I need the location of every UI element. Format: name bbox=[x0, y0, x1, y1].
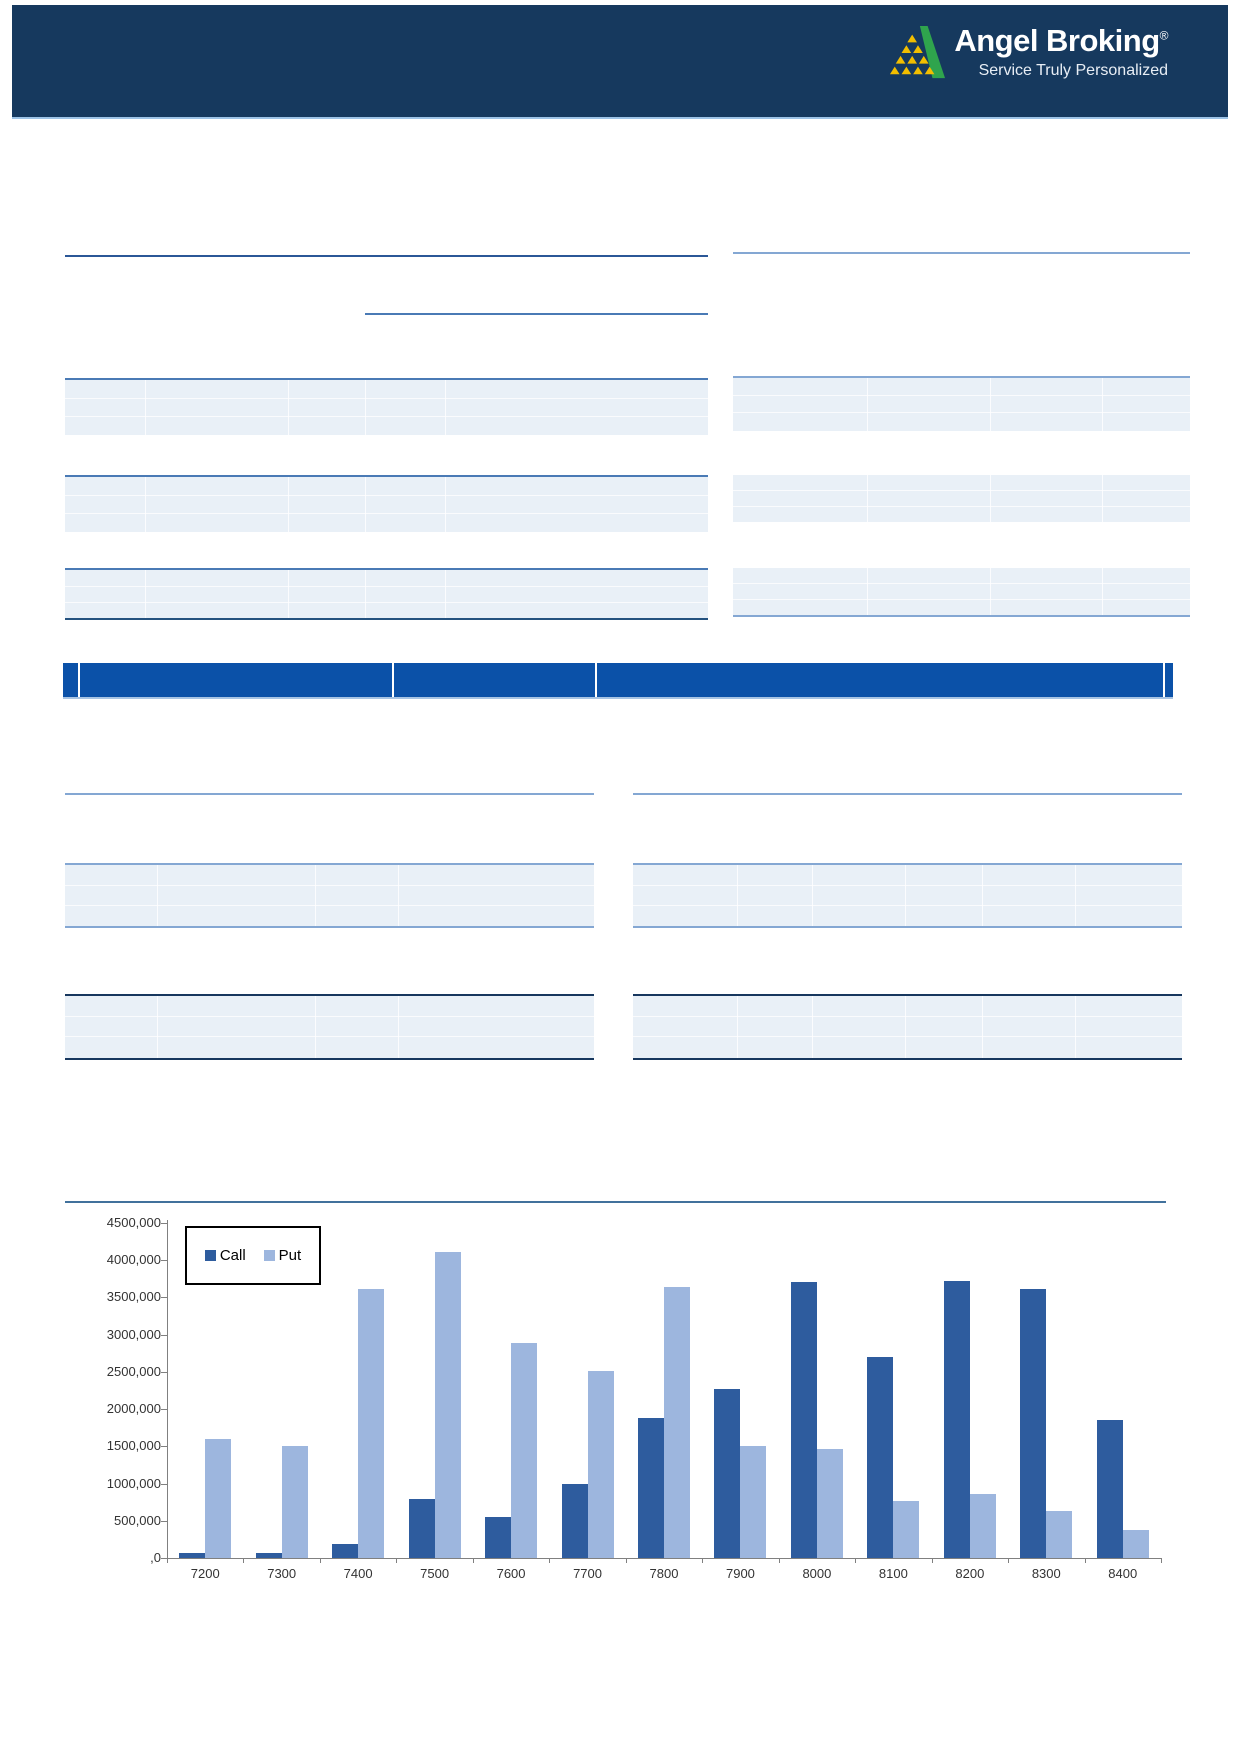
legend-item-call bbox=[205, 1247, 246, 1264]
bar-put-8200 bbox=[970, 1494, 996, 1558]
bar-put-8400 bbox=[1123, 1530, 1149, 1558]
x-tick bbox=[702, 1558, 703, 1563]
bar-put-7300 bbox=[282, 1446, 308, 1558]
top-right-band-3 bbox=[733, 568, 1190, 617]
y-tick bbox=[161, 1335, 167, 1336]
bar-put-7800 bbox=[664, 1287, 690, 1558]
x-tick-label: 8000 bbox=[802, 1566, 832, 1581]
y-tick-label: 4000,000 bbox=[106, 1252, 161, 1268]
banner-divider bbox=[78, 663, 80, 697]
bar-call-7200 bbox=[179, 1553, 205, 1558]
x-tick bbox=[549, 1558, 550, 1563]
chart-legend bbox=[185, 1226, 321, 1285]
x-tick-label: 7200 bbox=[190, 1566, 220, 1581]
y-tick bbox=[161, 1260, 167, 1261]
y-tick-label: 1500,000 bbox=[106, 1438, 161, 1454]
legend-swatch-put-icon bbox=[264, 1250, 275, 1261]
y-tick bbox=[161, 1372, 167, 1373]
bar-call-7400 bbox=[332, 1544, 358, 1558]
chart-section-rule bbox=[65, 1201, 1166, 1203]
legend-swatch-call-icon bbox=[205, 1250, 216, 1261]
bar-put-7600 bbox=[511, 1343, 537, 1558]
chart-x-axis bbox=[167, 1558, 1161, 1559]
x-tick-label: 7500 bbox=[420, 1566, 450, 1581]
legend-label-put: Put bbox=[278, 1247, 302, 1264]
section-banner bbox=[63, 663, 1173, 699]
legend-item-put bbox=[264, 1247, 302, 1264]
y-tick bbox=[161, 1521, 167, 1522]
x-tick-label: 7300 bbox=[267, 1566, 297, 1581]
x-tick bbox=[396, 1558, 397, 1563]
x-tick-label: 8100 bbox=[878, 1566, 908, 1581]
bar-call-8100 bbox=[867, 1357, 893, 1558]
x-tick bbox=[473, 1558, 474, 1563]
x-tick-label: 7800 bbox=[649, 1566, 679, 1581]
bar-call-8400 bbox=[1097, 1420, 1123, 1558]
x-tick bbox=[855, 1558, 856, 1563]
x-tick bbox=[932, 1558, 933, 1563]
brand-name: Angel Broking® bbox=[954, 23, 1168, 58]
top-left-subrule bbox=[365, 313, 708, 315]
brand-tagline: Service Truly Personalized bbox=[978, 61, 1168, 79]
y-tick-label: ,0 bbox=[150, 1550, 161, 1565]
banner-divider bbox=[595, 663, 597, 697]
y-tick-label: 500,000 bbox=[114, 1512, 161, 1528]
y-tick-label: 2500,000 bbox=[106, 1363, 161, 1379]
chart-y-axis bbox=[167, 1220, 168, 1559]
bar-put-7900 bbox=[740, 1446, 766, 1558]
x-tick bbox=[1008, 1558, 1009, 1563]
bar-call-7700 bbox=[562, 1484, 588, 1558]
bar-put-7200 bbox=[205, 1439, 231, 1558]
mid-left-table-2 bbox=[65, 994, 594, 1060]
banner-divider bbox=[1163, 663, 1165, 697]
bar-put-8300 bbox=[1046, 1511, 1072, 1558]
y-tick-label: 3500,000 bbox=[106, 1289, 161, 1305]
top-left-rule bbox=[65, 255, 708, 257]
bar-call-8300 bbox=[1020, 1289, 1046, 1558]
x-tick-label: 7700 bbox=[573, 1566, 602, 1581]
registered-mark: ® bbox=[1159, 28, 1168, 43]
bar-put-8100 bbox=[893, 1501, 919, 1558]
x-tick-label: 8400 bbox=[1108, 1566, 1138, 1581]
legend-label-call: Call bbox=[219, 1247, 246, 1264]
bar-call-8000 bbox=[791, 1282, 817, 1558]
x-tick bbox=[243, 1558, 244, 1563]
top-right-rule bbox=[733, 252, 1190, 254]
bar-call-7500 bbox=[409, 1499, 435, 1558]
bar-call-7600 bbox=[485, 1517, 511, 1558]
bar-call-8200 bbox=[944, 1281, 970, 1558]
x-tick-label: 8200 bbox=[955, 1566, 985, 1581]
x-tick bbox=[779, 1558, 780, 1563]
header-bar bbox=[12, 5, 1228, 119]
mid-right-rule bbox=[633, 793, 1182, 795]
top-right-band-2 bbox=[733, 475, 1190, 522]
x-tick-label: 7600 bbox=[496, 1566, 526, 1581]
mid-right-table-2 bbox=[633, 994, 1182, 1060]
y-tick-label: 2000,000 bbox=[106, 1401, 161, 1417]
bar-put-7500 bbox=[435, 1252, 461, 1558]
bar-call-7900 bbox=[714, 1389, 740, 1558]
x-tick-label: 7900 bbox=[725, 1566, 755, 1581]
y-tick bbox=[161, 1297, 167, 1298]
banner-divider bbox=[392, 663, 394, 697]
y-tick bbox=[161, 1446, 167, 1447]
y-tick bbox=[161, 1484, 167, 1485]
y-tick-label: 4500,000 bbox=[106, 1215, 161, 1230]
angel-broking-logo-icon bbox=[888, 25, 946, 83]
brand-logo bbox=[888, 23, 1168, 83]
x-tick-label: 7400 bbox=[343, 1566, 373, 1581]
top-right-band-1 bbox=[733, 376, 1190, 431]
bar-call-7300 bbox=[256, 1553, 282, 1558]
bar-put-8000 bbox=[817, 1449, 843, 1558]
brand-text-block bbox=[954, 23, 1168, 80]
mid-left-rule bbox=[65, 793, 594, 795]
x-tick bbox=[320, 1558, 321, 1563]
top-left-band-2 bbox=[65, 475, 708, 532]
x-tick bbox=[626, 1558, 627, 1563]
x-tick bbox=[1085, 1558, 1086, 1563]
y-tick bbox=[161, 1409, 167, 1410]
x-tick bbox=[167, 1558, 168, 1563]
top-left-band-3 bbox=[65, 568, 708, 620]
y-tick-label: 1000,000 bbox=[106, 1475, 161, 1491]
bar-call-7800 bbox=[638, 1418, 664, 1558]
bar-put-7400 bbox=[358, 1289, 384, 1558]
y-tick-label: 3000,000 bbox=[106, 1326, 161, 1342]
top-left-band-1 bbox=[65, 378, 708, 435]
x-tick-label: 8300 bbox=[1031, 1566, 1061, 1581]
x-tick bbox=[1161, 1558, 1162, 1563]
mid-left-table-1 bbox=[65, 863, 594, 928]
bar-put-7700 bbox=[588, 1371, 614, 1558]
y-tick bbox=[161, 1223, 167, 1224]
mid-right-table-1 bbox=[633, 863, 1182, 928]
